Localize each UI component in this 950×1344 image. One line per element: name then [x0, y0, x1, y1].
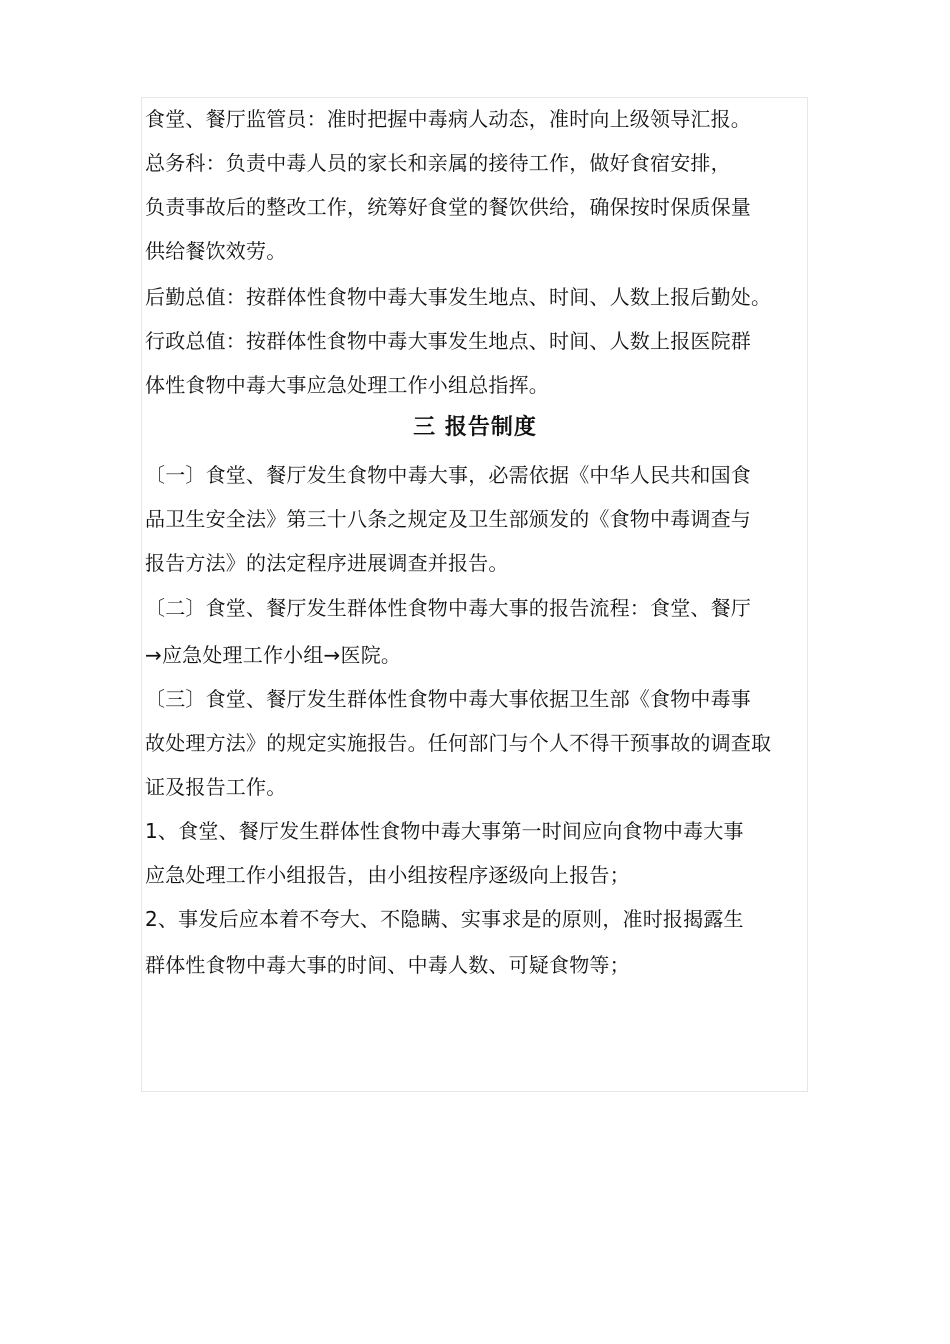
text-line: 后勤总值：按群体性食物中毒大事发生地点、时间、人数上报后勤处。 [145, 285, 772, 309]
text-line: 体性食物中毒大事应急处理工作小组总指挥。 [145, 373, 549, 397]
text-line: 1、食堂、餐厅发生群体性食物中毒大事第一时间应向食物中毒大事 [145, 819, 744, 843]
text-line: 负责事故后的整改工作，统筹好食堂的餐饮供给，确保按时保质保量 [145, 195, 751, 219]
text-line: 供给餐饮效劳。 [145, 239, 287, 263]
text-line: 应急处理工作小组报告，由小组按程序逐级向上报告； [145, 863, 630, 887]
text-line: 〔一〕食堂、餐厅发生食物中毒大事，必需依据《中华人民共和国食 [145, 463, 751, 487]
text-line: 总务科：负责中毒人员的家长和亲属的接待工作，做好食宿安排， [145, 151, 731, 175]
text-line: →应急处理工作小组→医院。 [145, 643, 402, 667]
text-line: 群体性食物中毒大事的时间、中毒人数、可疑食物等； [145, 953, 630, 977]
text-line: 报告方法》的法定程序进展调查并报告。 [145, 551, 509, 575]
text-line: 食堂、餐厅监管员：准时把握中毒病人动态，准时向上级领导汇报。 [145, 107, 751, 131]
text-line: 2、事发后应本着不夸大、不隐瞒、实事求是的原则，准时报揭露生 [145, 907, 744, 931]
text-line: 品卫生安全法》第三十八条之规定及卫生部颁发的《食物中毒调查与 [145, 507, 751, 531]
text-line: 〔二〕食堂、餐厅发生群体性食物中毒大事的报告流程：食堂、餐厅 [145, 596, 751, 620]
section-heading: 三 报告制度 [413, 415, 537, 440]
text-line: 故处理方法》的规定实施报告。任何部门与个人不得干预事故的调查取 [145, 731, 772, 755]
text-line: 行政总值：按群体性食物中毒大事发生地点、时间、人数上报医院群 [145, 329, 751, 353]
text-line: 证及报告工作。 [145, 775, 287, 799]
text-line: 〔三〕食堂、餐厅发生群体性食物中毒大事依据卫生部《食物中毒事 [145, 687, 751, 711]
